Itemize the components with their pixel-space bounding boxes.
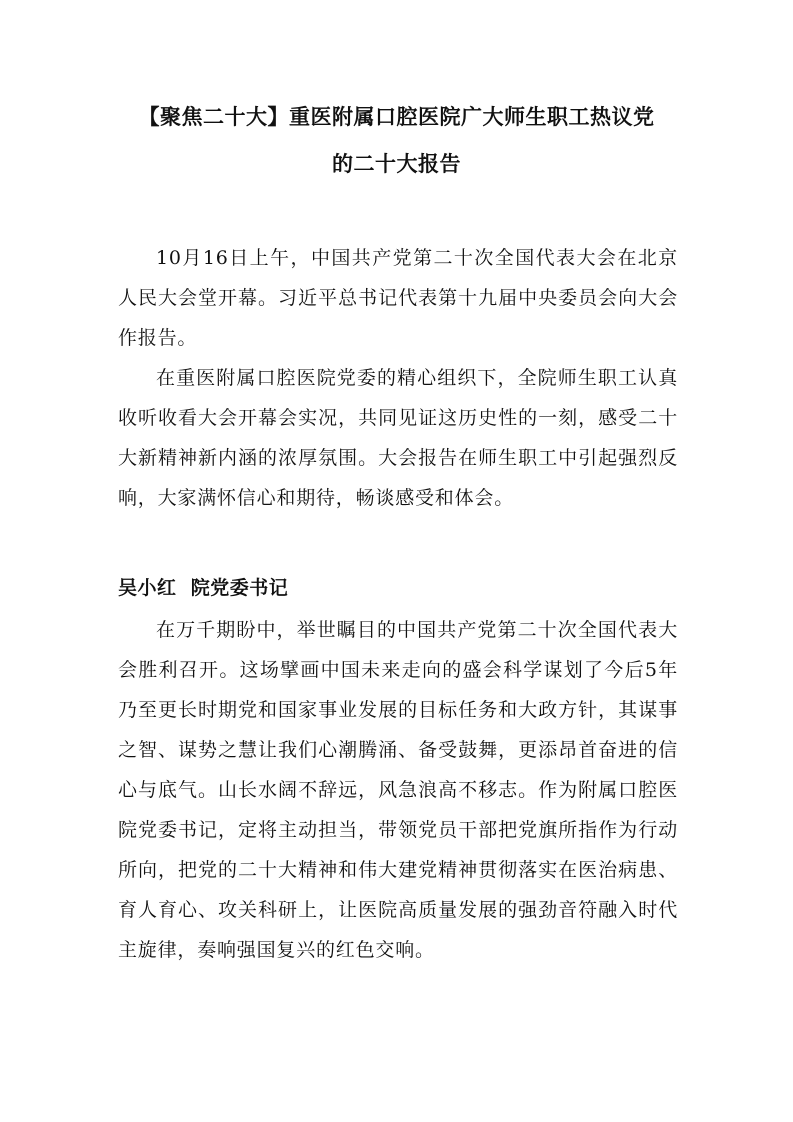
speech-paragraph: 在万千期盼中，举世瞩目的中国共产党第二十次全国代表大会胜利召开。这场擘画中国未来走向的盛会科学谋划了今后5年乃至更长时期党和国家事业发展的目标任务和大政方针，其谋事之智、谋势之慧让我们心潮腾涌、备受鼓舞，更添昂首奋进的信心与底气。山长水阔不辞远，风急浪高不移志。作为附属口腔医院党委书记，定将主动担当，带领党员干部把党旗所指作为行动所向，把党的二十大精神和伟大建党精神贯彻落实在医治病患、育人育心、攻关科研上，让医院高质量发展的强劲音符融入时代主旋律，奏响强国复兴的红色交响。 [118,619,678,961]
title-line-1: 【聚焦二十大】重医附属口腔医院广大师生职工热议党 [138,105,655,129]
speaker-name: 吴小红 [118,577,177,599]
intro-paragraph-1: 10月16日上午，中国共产党第二十次全国代表大会在北京人民大会堂开幕。习近平总书记代表第十九届中央委员会向大会作报告。 [118,247,678,349]
intro-section [118,238,678,518]
intro-paragraph-2: 在重医附属口腔医院党委的精心组织下，全院师生职工认真收听收看大会开幕会实况，共同见证这历史性的一刻，感受二十大新精神新内涵的浓厚氛围。大会报告在师生职工中引起强烈反响，大家满怀信心和期待，畅谈感受和体会。 [118,367,678,509]
title-line-2: 的二十大报告 [332,152,461,176]
speaker-role: 院党委书记 [190,577,289,599]
speaker-heading [118,572,288,604]
document-title [100,94,693,188]
speech-section [118,610,678,970]
